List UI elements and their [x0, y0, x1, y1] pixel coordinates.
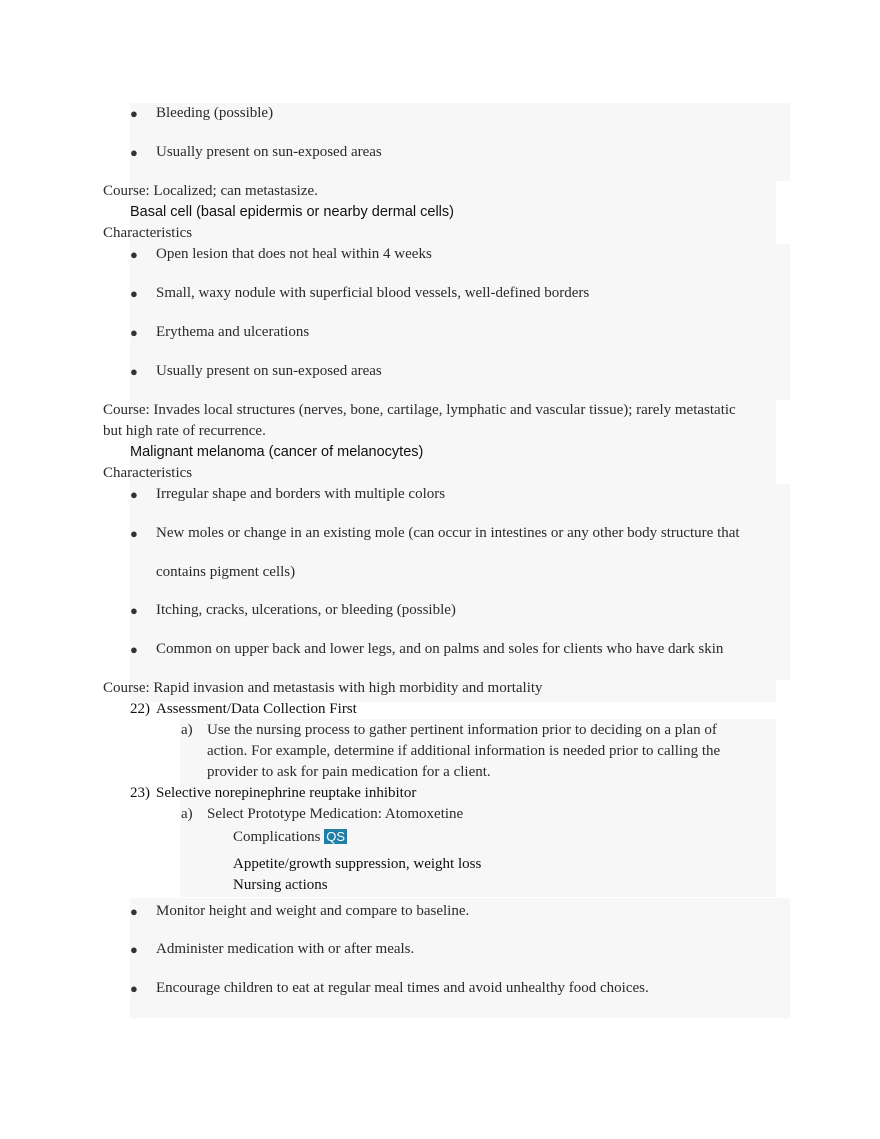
- sublist-text: provider to ask for pain medication for a client.: [207, 764, 491, 780]
- section-heading-melanoma: Malignant melanoma (cancer of melanocytes): [130, 444, 424, 460]
- bullet-glyph: ●: [130, 642, 138, 657]
- list-number: 23): [130, 785, 150, 801]
- bullet-glyph: ●: [130, 325, 138, 340]
- section-heading-basal-cell: Basal cell (basal epidermis or nearby dermal cells): [130, 204, 454, 220]
- bullet-text: Itching, cracks, ulcerations, or bleeding (possible): [156, 602, 456, 618]
- bullet-glyph: ●: [130, 106, 138, 121]
- bullet-text: Bleeding (possible): [156, 105, 274, 121]
- characteristics-label: Characteristics: [103, 465, 193, 481]
- bullet-glyph: ●: [130, 526, 138, 541]
- appetite-text: Appetite/growth suppression, weight loss: [233, 856, 482, 872]
- course-text: Course: Invades local structures (nerves, bone, cartilage, lymphatic and vascular tissue); rarely metastatic: [103, 402, 736, 418]
- complications-text: Complications: [233, 829, 321, 845]
- bullet-text: New moles or change in an existing mole (can occur in intestines or any other body structure that: [156, 525, 740, 541]
- bullet-glyph: ●: [130, 364, 138, 379]
- sublist-text: Use the nursing process to gather pertinent information prior to deciding on a plan of: [207, 722, 717, 738]
- course-text: Course: Rapid invasion and metastasis with high morbidity and mortality: [103, 680, 543, 696]
- bullet-text: Erythema and ulcerations: [156, 324, 310, 340]
- sublist-letter: a): [181, 722, 193, 738]
- course-text: Course: Localized; can metastasize.: [103, 183, 318, 199]
- bullet-text: Administer medication with or after meals.: [156, 941, 415, 957]
- bullet-glyph: ●: [130, 487, 138, 502]
- sublist-text: Select Prototype Medication: Atomoxetine: [207, 806, 464, 822]
- complications-label: [233, 827, 347, 847]
- list-number: 22): [130, 701, 150, 717]
- bullet-text: contains pigment cells): [156, 564, 296, 580]
- bullet-text: Usually present on sun-exposed areas: [156, 144, 382, 160]
- bullet-glyph: ●: [130, 247, 138, 262]
- characteristics-label: Characteristics: [103, 225, 193, 241]
- list-item-title: Selective norepinephrine reuptake inhibitor: [156, 785, 417, 801]
- bullet-glyph: ●: [130, 145, 138, 160]
- bullet-text: Small, waxy nodule with superficial blood vessels, well-defined borders: [156, 285, 590, 301]
- bullet-text: Monitor height and weight and compare to baseline.: [156, 903, 470, 919]
- course-text: but high rate of recurrence.: [103, 423, 266, 439]
- list-item-title: Assessment/Data Collection First: [156, 701, 357, 717]
- sublist-letter: a): [181, 806, 193, 822]
- bullet-text: Open lesion that does not heal within 4 weeks: [156, 246, 432, 262]
- bullet-text: Usually present on sun-exposed areas: [156, 363, 382, 379]
- nursing-actions-label: Nursing actions: [233, 877, 328, 893]
- bullet-glyph: ●: [130, 942, 138, 957]
- bullet-glyph: ●: [130, 603, 138, 618]
- bullet-text: Encourage children to eat at regular meal times and avoid unhealthy food choices.: [156, 980, 649, 996]
- bullet-text: Common on upper back and lower legs, and on palms and soles for clients who have dark skin: [156, 641, 724, 657]
- qs-badge[interactable]: QS: [326, 829, 346, 844]
- bullet-glyph: ●: [130, 981, 138, 996]
- bullet-glyph: ●: [130, 286, 138, 301]
- bullet-text: Irregular shape and borders with multiple colors: [156, 486, 446, 502]
- bullet-glyph: ●: [130, 904, 138, 919]
- sublist-text: action. For example, determine if additional information is needed prior to calling the: [207, 743, 721, 759]
